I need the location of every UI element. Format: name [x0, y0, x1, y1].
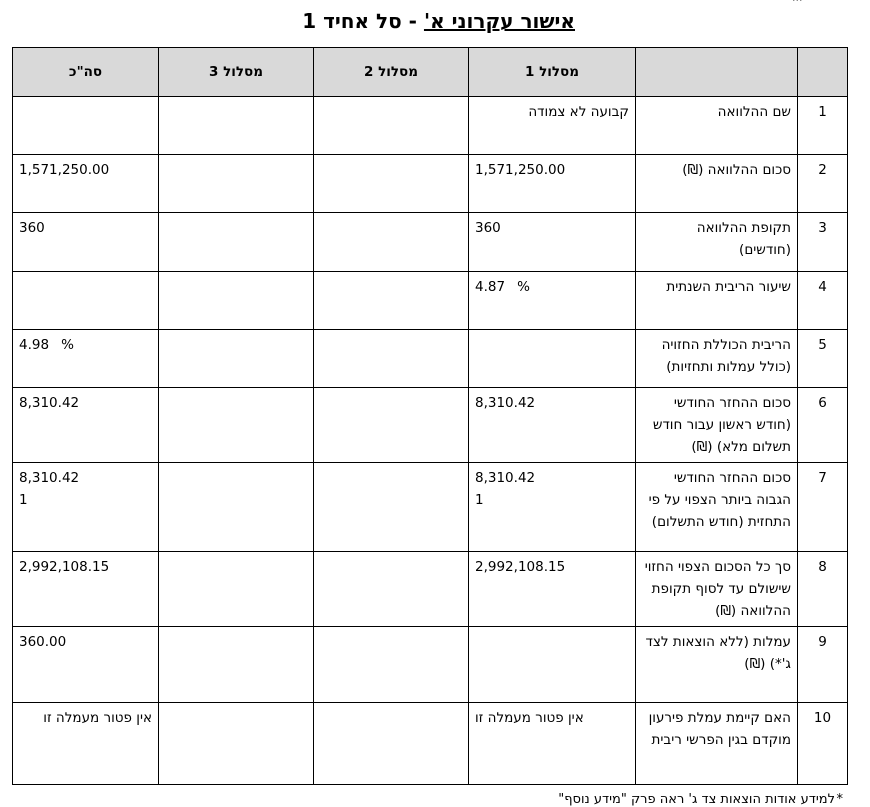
header-total: סה"כ	[13, 48, 159, 97]
row-label: תקופת ההלוואה (חודשים)	[636, 213, 798, 272]
track-3-value	[159, 388, 314, 463]
row-number: 6	[798, 388, 848, 463]
table-row	[13, 388, 848, 463]
title-basket: - סל אחיד 1	[302, 9, 424, 33]
row-number: 1	[798, 97, 848, 155]
track-1-value: 1,571,250.00	[469, 155, 636, 213]
track-1-value: קבועה לא צמודה	[469, 97, 636, 155]
header-index	[798, 48, 848, 97]
table-row	[13, 155, 848, 213]
payment-value: 8,310.42	[19, 470, 80, 486]
percent-sign: %	[517, 279, 530, 295]
row-number: 8	[798, 552, 848, 627]
footnote-text: למידע אודות הוצאות צד ג' ראה פרק "מידע נוסף"	[558, 792, 835, 807]
total-value: 360	[13, 213, 159, 272]
row-label: סכום ההחזר החודשי הגבוה ביותר הצפוי על פי התחזית (חודש התשלום)	[636, 463, 798, 552]
track-1-value: 360	[469, 213, 636, 272]
total-value: 1,571,250.00	[13, 155, 159, 213]
track-1-value: אין פטור מעמלה זו	[469, 703, 636, 785]
rate-value: 4.98	[19, 337, 50, 353]
row-number: 2	[798, 155, 848, 213]
track-3-value	[159, 155, 314, 213]
payment-month: 1	[19, 492, 28, 508]
title-approval: אישור עקרוני א'	[423, 9, 575, 33]
track-1-value	[469, 463, 636, 552]
table-row	[13, 97, 848, 155]
row-number: 9	[798, 627, 848, 703]
row-label: עמלות (ללא הוצאות לצד ג'*) (₪)	[636, 627, 798, 703]
header-label	[636, 48, 798, 97]
track-1-value: 2,992,108.15	[469, 552, 636, 627]
total-value	[13, 272, 159, 330]
total-value: 8,310.42	[13, 388, 159, 463]
track-1-value	[469, 330, 636, 388]
table-row	[13, 627, 848, 703]
total-value: 2,992,108.15	[13, 552, 159, 627]
row-number: 5	[798, 330, 848, 388]
header-row	[13, 48, 848, 97]
track-1-value	[469, 272, 636, 330]
track-2-value	[314, 703, 469, 785]
track-2-value	[314, 213, 469, 272]
track-2-value	[314, 552, 469, 627]
header-track-3: מסלול 3	[159, 48, 314, 97]
total-value: 360.00	[13, 627, 159, 703]
footnote	[500, 792, 843, 807]
track-3-value	[159, 272, 314, 330]
track-2-value	[314, 155, 469, 213]
payment-month: 1	[475, 492, 484, 508]
track-2-value	[314, 330, 469, 388]
track-3-value	[159, 703, 314, 785]
track-1-value	[469, 627, 636, 703]
document-title	[302, 9, 575, 33]
track-1-value: 8,310.42	[469, 388, 636, 463]
header-track-1: מסלול 1	[469, 48, 636, 97]
total-value	[13, 463, 159, 552]
table-row	[13, 463, 848, 552]
row-number: 4	[798, 272, 848, 330]
row-label: סכום ההלוואה (₪)	[636, 155, 798, 213]
row-label: סך כל הסכום הצפוי החזוי שישולם עד לסוף תקופת ההלוואה (₪)	[636, 552, 798, 627]
total-value	[13, 330, 159, 388]
table-row	[13, 330, 848, 388]
header-track-2: מסלול 2	[314, 48, 469, 97]
row-number: 7	[798, 463, 848, 552]
table-row	[13, 703, 848, 785]
track-3-value	[159, 463, 314, 552]
track-2-value	[314, 272, 469, 330]
page-header-mark	[792, 0, 803, 4]
row-label: שם ההלוואה	[636, 97, 798, 155]
rate-value: 4.87	[475, 279, 506, 295]
row-label: האם קיימת עמלת פירעון מוקדם בגין הפרשי ריבית	[636, 703, 798, 785]
loan-approval-table	[12, 47, 848, 785]
track-3-value	[159, 627, 314, 703]
row-label: סכום ההחזר החודשי (חודש ראשון עבור חודש תשלום מלא) (₪)	[636, 388, 798, 463]
track-2-value	[314, 627, 469, 703]
row-label: הריבית הכוללת החזויה (כולל עמלות ותחזיות)	[636, 330, 798, 388]
track-2-value	[314, 97, 469, 155]
total-value	[13, 97, 159, 155]
table-row	[13, 213, 848, 272]
footnote-star: *	[836, 792, 843, 807]
track-3-value	[159, 97, 314, 155]
row-label: שיעור הריבית השנתית	[636, 272, 798, 330]
total-value: אין פטור מעמלה זו	[13, 703, 159, 785]
payment-value: 8,310.42	[475, 470, 536, 486]
row-number: 3	[798, 213, 848, 272]
table-row	[13, 552, 848, 627]
table-row	[13, 272, 848, 330]
track-3-value	[159, 330, 314, 388]
percent-sign: %	[61, 337, 74, 353]
track-3-value	[159, 552, 314, 627]
track-2-value	[314, 388, 469, 463]
track-3-value	[159, 213, 314, 272]
track-2-value	[314, 463, 469, 552]
row-number: 10	[798, 703, 848, 785]
